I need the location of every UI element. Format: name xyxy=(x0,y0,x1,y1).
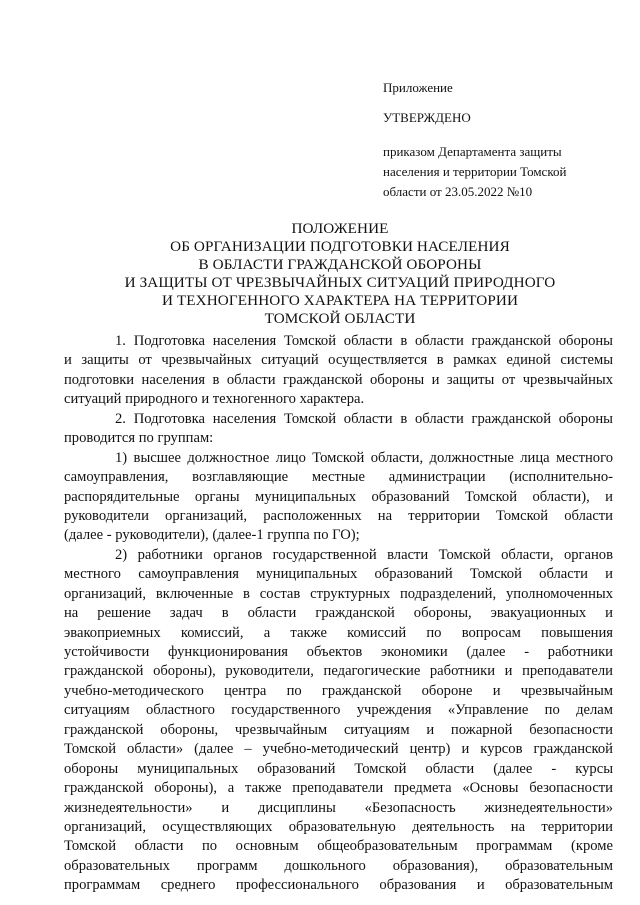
paragraph-line: 1) высшее должностное лицо Томской области, должностные лица местного xyxy=(115,449,613,466)
title-line: И ТЕХНОГЕННОГО ХАРАКТЕРА НА ТЕРРИТОРИИ xyxy=(161,292,519,309)
paragraph-line: организаций, включенные в состав структурных подразделений, уполномоченных xyxy=(64,585,613,602)
paragraph-line: эвакоприемных комиссий, а также комиссий по вопросам повышения xyxy=(64,624,613,641)
paragraph-line: 2. Подготовка населения Томской области в области гражданской обороны xyxy=(115,410,613,427)
paragraph-line: распорядительные органы муниципальных образований Томской области), и xyxy=(64,488,613,505)
document-body xyxy=(64,332,613,896)
annex-label: Приложение xyxy=(383,80,453,95)
document-title xyxy=(60,220,620,328)
paragraph-line: Томской области» (далее – учебно-методический центр) и курсов гражданской xyxy=(64,741,613,758)
paragraph-line: обороны муниципальных образований Томской области (далее - курсы xyxy=(64,760,613,777)
paragraph-line: устойчивости функционирования объектов экономики (далее - работники xyxy=(64,644,613,660)
paragraph-line: ситуаций природного и техногенного характера. xyxy=(64,391,365,408)
paragraph-line: образовательных программ дошкольного образования), образовательным xyxy=(64,857,613,874)
paragraph-line: руководители организаций, расположенных на территории Томской области xyxy=(64,507,613,524)
paragraph-line: самоуправления, возглавляющие местные администрации (исполнительно- xyxy=(64,469,613,486)
order-line: области от 23.05.2022 №10 xyxy=(383,184,533,199)
paragraph-line: местного самоуправления муниципальных образований Томской области и xyxy=(64,566,613,583)
approved-label: УТВЕРЖДЕНО xyxy=(383,110,471,125)
title-line: ТОМСКОЙ ОБЛАСТИ xyxy=(264,310,416,327)
paragraph-line: 1. Подготовка населения Томской области в области гражданской обороны xyxy=(115,333,613,349)
paragraph-line: организаций, осуществляющих образовательную деятельность на территории xyxy=(64,818,613,835)
approval-block xyxy=(383,78,613,202)
paragraph-line: подготовки населения в области гражданской обороны и защиты от чрезвычайных xyxy=(64,371,613,388)
title-line: ОБ ОРГАНИЗАЦИИ ПОДГОТОВКИ НАСЕЛЕНИЯ xyxy=(170,238,510,255)
paragraph-line: гражданской обороны, чрезвычайным ситуациям и пожарной безопасности xyxy=(64,721,613,738)
paragraph-line: и защиты от чрезвычайных ситуаций осуществляется в рамках единой системы xyxy=(64,352,613,369)
paragraph-line: (далее - руководители), (далее-1 группа по ГО); xyxy=(64,527,360,544)
paragraph-line: 2) работники органов государственной власти Томской области, органов xyxy=(115,546,613,563)
order-line: приказом Департамента защиты xyxy=(383,144,562,159)
title-line: В ОБЛАСТИ ГРАЖДАНСКОЙ ОБОРОНЫ xyxy=(198,256,482,273)
paragraph-line: на решение задач в области гражданской обороны, эвакуационных и xyxy=(64,605,613,622)
paragraph-line: ситуациям областного государственного учреждения «Управление по делам xyxy=(64,702,613,719)
paragraph-line: учебно-методического центра по гражданской обороне и чрезвычайным xyxy=(64,682,613,699)
paragraph-line: программам среднего профессионального образования и образовательным xyxy=(64,877,613,894)
paragraph-line: гражданской обороны), руководители, педагогические работники и преподаватели xyxy=(64,663,613,680)
paragraph-line: жизнедеятельности» и дисциплины «Безопасность жизнедеятельности» xyxy=(64,799,613,816)
paragraph-line: проводится по группам: xyxy=(64,430,214,447)
title-line: И ЗАЩИТЫ ОТ ЧРЕЗВЫЧАЙНЫХ СИТУАЦИЙ ПРИРОДНОГО xyxy=(124,274,556,291)
paragraph-line: Томской области по основным общеобразовательным программам (кроме xyxy=(64,838,613,855)
paragraph-line: гражданской обороны), а также преподаватели предмета «Основы безопасности xyxy=(64,780,613,797)
title-line: ПОЛОЖЕНИЕ xyxy=(291,220,389,237)
order-line: населения и территории Томской xyxy=(383,164,567,179)
